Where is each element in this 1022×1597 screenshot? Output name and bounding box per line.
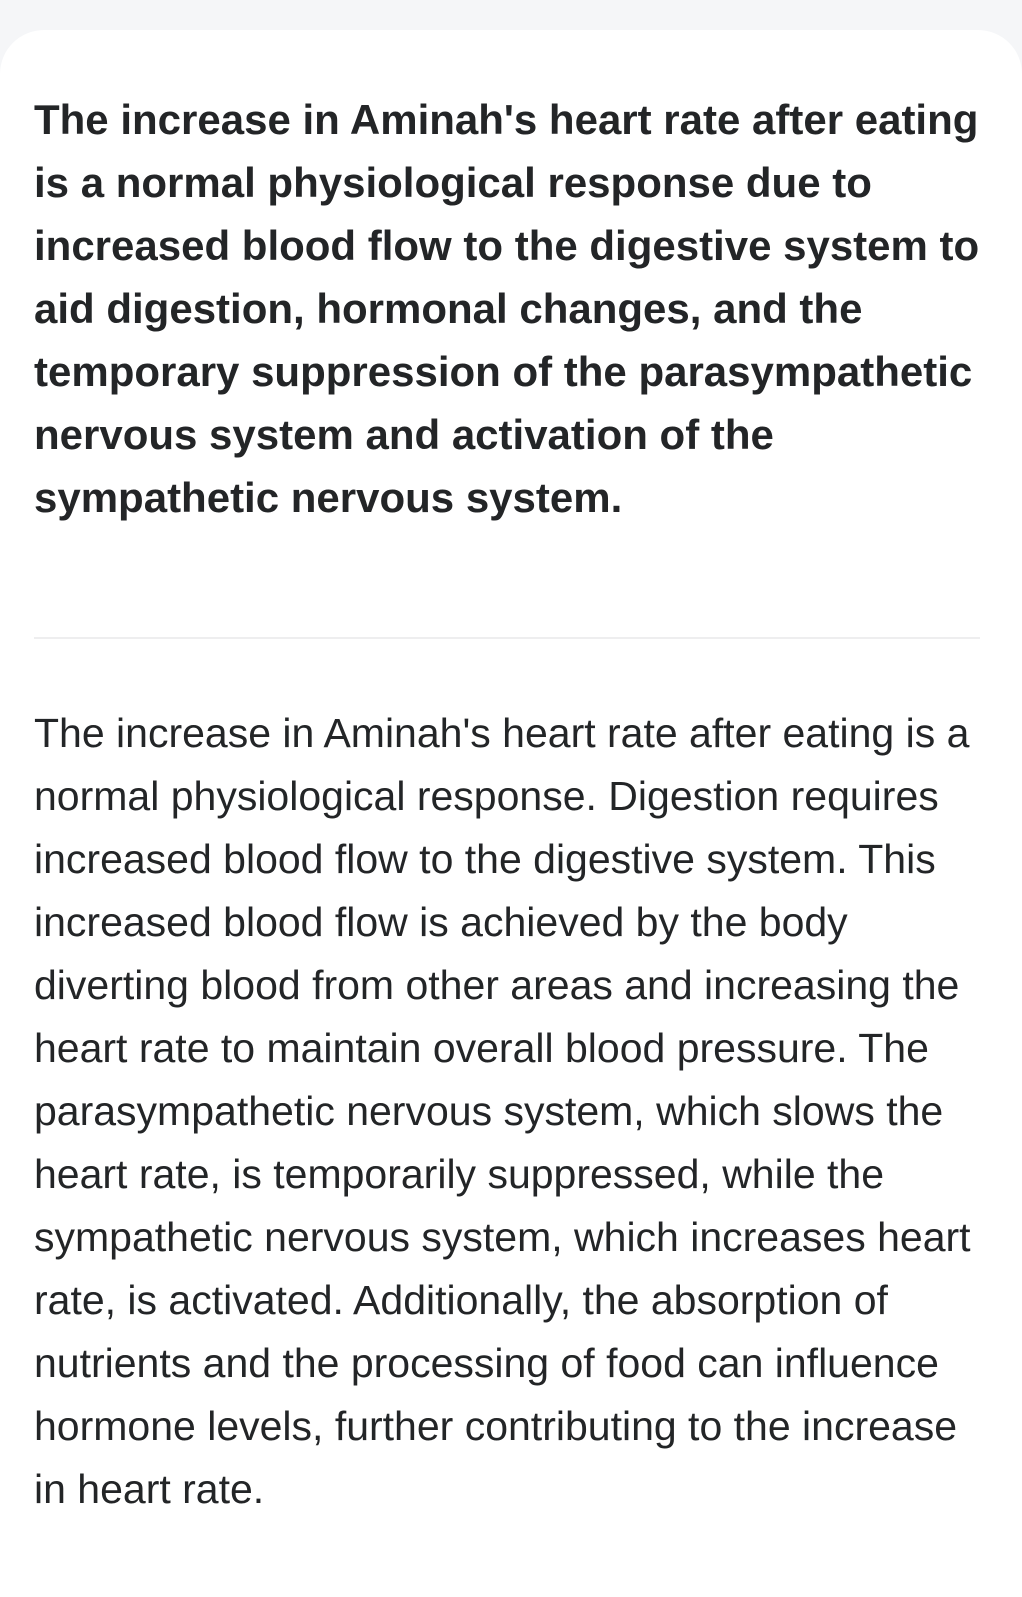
answer-summary: The increase in Aminah's heart rate after eating is a normal physiological response due to increased blood flow to the digestive system to aid digestion, hormonal changes, and the temporary suppression of the parasympathetic nervous system and activation of the sympathetic nervous system. [34, 96, 980, 521]
answer-card [0, 30, 1022, 1597]
section-divider [34, 637, 980, 639]
answer-explanation: The increase in Aminah's heart rate after eating is a normal physiological response. Digestion requires increased blood flow to the digestive system. This increased blood flow is achieved by the body diverting blood from other areas and increasing the heart rate to maintain overall blood pressure. The parasympathetic nervous system, which slows the heart rate, is temporarily suppressed, while the sympathetic nervous system, which increases heart rate, is activated. Additionally, the absorption of nutrients and the processing of food can influence hormone levels, further contributing to the increase in heart rate. [34, 710, 971, 1512]
